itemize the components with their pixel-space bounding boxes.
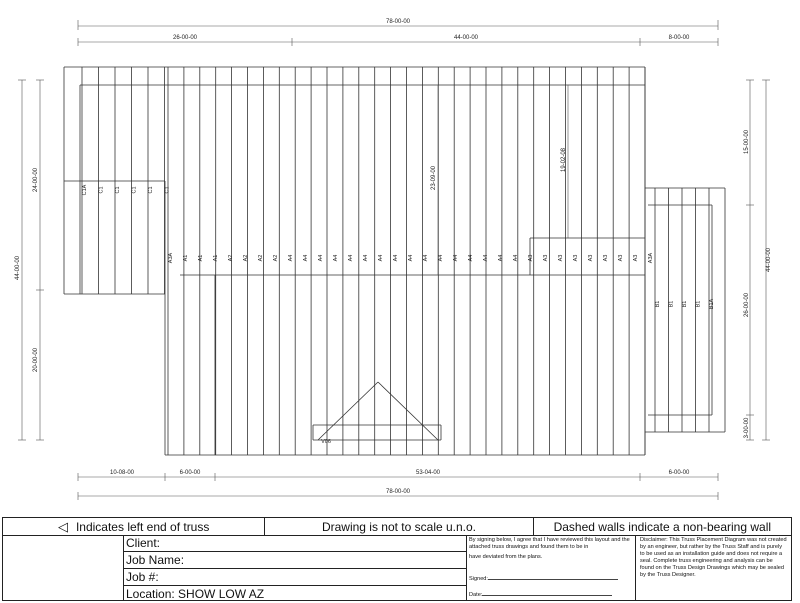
job-name-line [124, 552, 466, 569]
truss-label-a: A2 [258, 254, 264, 262]
truss-label-a: A4 [363, 254, 369, 262]
truss-label-a: A4 [333, 254, 339, 262]
truss-label-a: A3 [573, 254, 579, 262]
dim-label: 53-04-00 [415, 470, 441, 476]
truss-label-a: A3 [633, 254, 639, 262]
title-block [2, 535, 792, 601]
truss-label-a: A4 [348, 254, 354, 262]
truss-label-a: A4 [318, 254, 324, 262]
truss-label-a: A2 [273, 254, 279, 262]
truss-label-b: B1 [695, 300, 702, 308]
valley-right [378, 382, 438, 440]
dim-label: 8-00-00 [668, 35, 690, 41]
truss-label-a: A1 [198, 254, 204, 262]
truss-label-a: A4 [498, 254, 504, 262]
truss-label-a: A1 [213, 254, 219, 262]
truss-label-b: B1 [668, 300, 675, 308]
truss-label-valley: V06 [321, 439, 331, 445]
job-name-label: Job Name: [126, 553, 185, 567]
dim-label: 78-00-00 [385, 489, 411, 495]
location-label: Location: [126, 587, 175, 601]
date-label: Date: [469, 592, 483, 598]
truss-label-a: A4 [378, 254, 384, 262]
dim-label: 20-00-00 [33, 347, 39, 373]
truss-label-b: B1 [682, 300, 688, 308]
signature-block [466, 535, 636, 600]
dim-label: 23-09-00 [431, 165, 437, 191]
truss-label-c: C1 [131, 186, 138, 194]
dim-label: 10-08-00 [109, 470, 135, 476]
truss-label-a: A3 [528, 254, 534, 262]
left-end-triangle-icon: ◁ [57, 518, 68, 534]
truss-label-a: A4 [453, 254, 459, 262]
dim-label: 44-00-00 [15, 255, 21, 281]
job-number-line [124, 569, 466, 586]
dim-label: 6-00-00 [179, 470, 201, 476]
legend-left-end [3, 518, 265, 535]
location-value: SHOW LOW AZ [178, 587, 265, 601]
truss-label-c: C1 [115, 186, 121, 194]
truss-label-a: A4 [393, 254, 399, 262]
truss-label-a: A4 [303, 254, 309, 262]
agreement-text-2: have deviated from the plans. [469, 554, 543, 560]
truss-label-a: A4 [483, 254, 489, 262]
truss-label-c: C1A [82, 184, 88, 196]
legend-dashed-text: Dashed walls indicate a non-bearing wall [553, 519, 772, 534]
truss-label-a: A1 [183, 254, 189, 262]
truss-label-a: A3 [558, 254, 564, 262]
legend-row [2, 517, 792, 536]
legend-left-end-text: Indicates left end of truss [75, 519, 210, 534]
truss-label-c: C1 [164, 186, 171, 194]
truss-label-a: A3A [648, 252, 654, 264]
truss-label-c: C1 [148, 186, 154, 194]
dim-label: 44-00-00 [766, 247, 772, 273]
date-line [469, 589, 632, 599]
truss-label-a: A4 [468, 254, 474, 262]
signed-line [469, 573, 632, 583]
legend-dashed [534, 518, 791, 535]
truss-label-b: B1 [655, 300, 661, 308]
truss-label-a: A4 [423, 254, 429, 262]
job-info [123, 535, 467, 600]
truss-label-a: A4 [288, 254, 294, 262]
legend-scale-text: Drawing is not to scale u.n.o. [321, 519, 477, 534]
client-label: Client: [126, 536, 161, 550]
truss-label-a: A2 [228, 254, 234, 262]
job-number-label: Job #: [126, 570, 159, 584]
truss-label-a: A4 [438, 254, 444, 262]
dim-label: 19-02-08 [561, 147, 567, 173]
location-line [124, 586, 466, 602]
dim-label: 6-00-00 [668, 470, 690, 476]
dim-label: 3-00-00 [744, 417, 750, 439]
agreement-text: By signing below, I agree that I have reviewed this layout and the attached truss drawings and found them to be in [469, 537, 630, 550]
dim-label: 26-00-00 [744, 292, 750, 318]
truss-label-a: A4 [513, 254, 519, 262]
truss-label-a: A3A [168, 252, 174, 264]
dim-label: 44-00-00 [453, 35, 479, 41]
dim-label: 24-00-00 [33, 167, 39, 193]
disclaimer-text: Disclaimer: This Truss Placement Diagram was not created by an engineer, but rather by the Truss Staff and is purely to be used as an installation guide and does not require a seal. Complete truss engineering and analysis can be found on the Truss Design Drawings which may be sealed by the Truss Designer. [640, 537, 787, 578]
dim-label: 15-00-00 [744, 129, 750, 155]
truss-label-a: A3 [603, 254, 609, 262]
truss-label-b: B1A [709, 298, 715, 310]
dim-label: 26-00-00 [172, 35, 198, 41]
truss-label-c: C1 [98, 186, 105, 194]
truss-label-a: A3 [543, 254, 549, 262]
signed-label: Signed: [469, 576, 488, 582]
truss-label-a: A2 [243, 254, 249, 262]
client-line [124, 535, 466, 552]
dim-label: 78-00-00 [385, 19, 411, 25]
truss-label-a: A3 [588, 254, 594, 262]
disclaimer-block [637, 535, 791, 600]
legend-scale [265, 518, 533, 535]
truss-label-a: A3 [618, 254, 624, 262]
truss-label-a: A4 [408, 254, 414, 262]
